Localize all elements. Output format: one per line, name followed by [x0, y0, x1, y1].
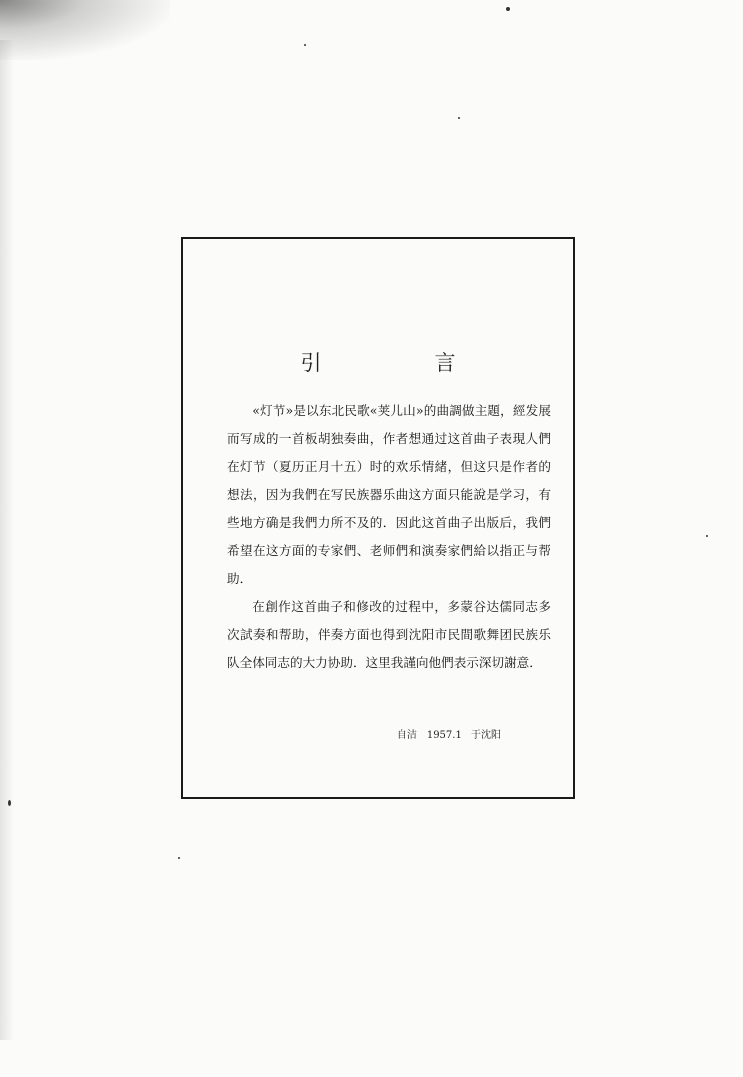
preface-title: 引 言	[300, 351, 502, 375]
scan-edge-shadow	[0, 40, 14, 1040]
scan-speck	[304, 44, 306, 46]
scan-speck	[8, 800, 11, 806]
scan-speck	[506, 7, 510, 11]
preface-paragraph: 在創作这首曲子和修改的过程中，多蒙谷达儒同志多次試奏和帮助，伴奏方面也得到沈阳市民間歌舞团民族乐队全体同志的大力协助．这里我謹向他們表示深切謝意．	[227, 599, 551, 670]
preface-body	[227, 397, 551, 677]
scan-speck	[458, 117, 460, 119]
preface-paragraph: «灯节»是以东北民歌«荚儿山»的曲調做主題，經发展而写成的一首板胡独奏曲，作者想通过这首曲子表現人們在灯节（夏历正月十五）时的欢乐情緒，但这只是作者的想法，因为我們在写民族器乐曲这方面只能說是学习，有些地方确是我們力所不及的．因此这首曲子出版后，我們希望在这方面的专家們、老师們和演奏家們給以指正与帮助．	[227, 403, 551, 586]
scan-speck	[178, 857, 180, 859]
scan-smudge	[0, 0, 170, 60]
preface-signature: 自洁 1957.1 于沈阳	[396, 730, 501, 741]
scan-speck	[706, 535, 708, 537]
preface-frame	[181, 237, 575, 799]
